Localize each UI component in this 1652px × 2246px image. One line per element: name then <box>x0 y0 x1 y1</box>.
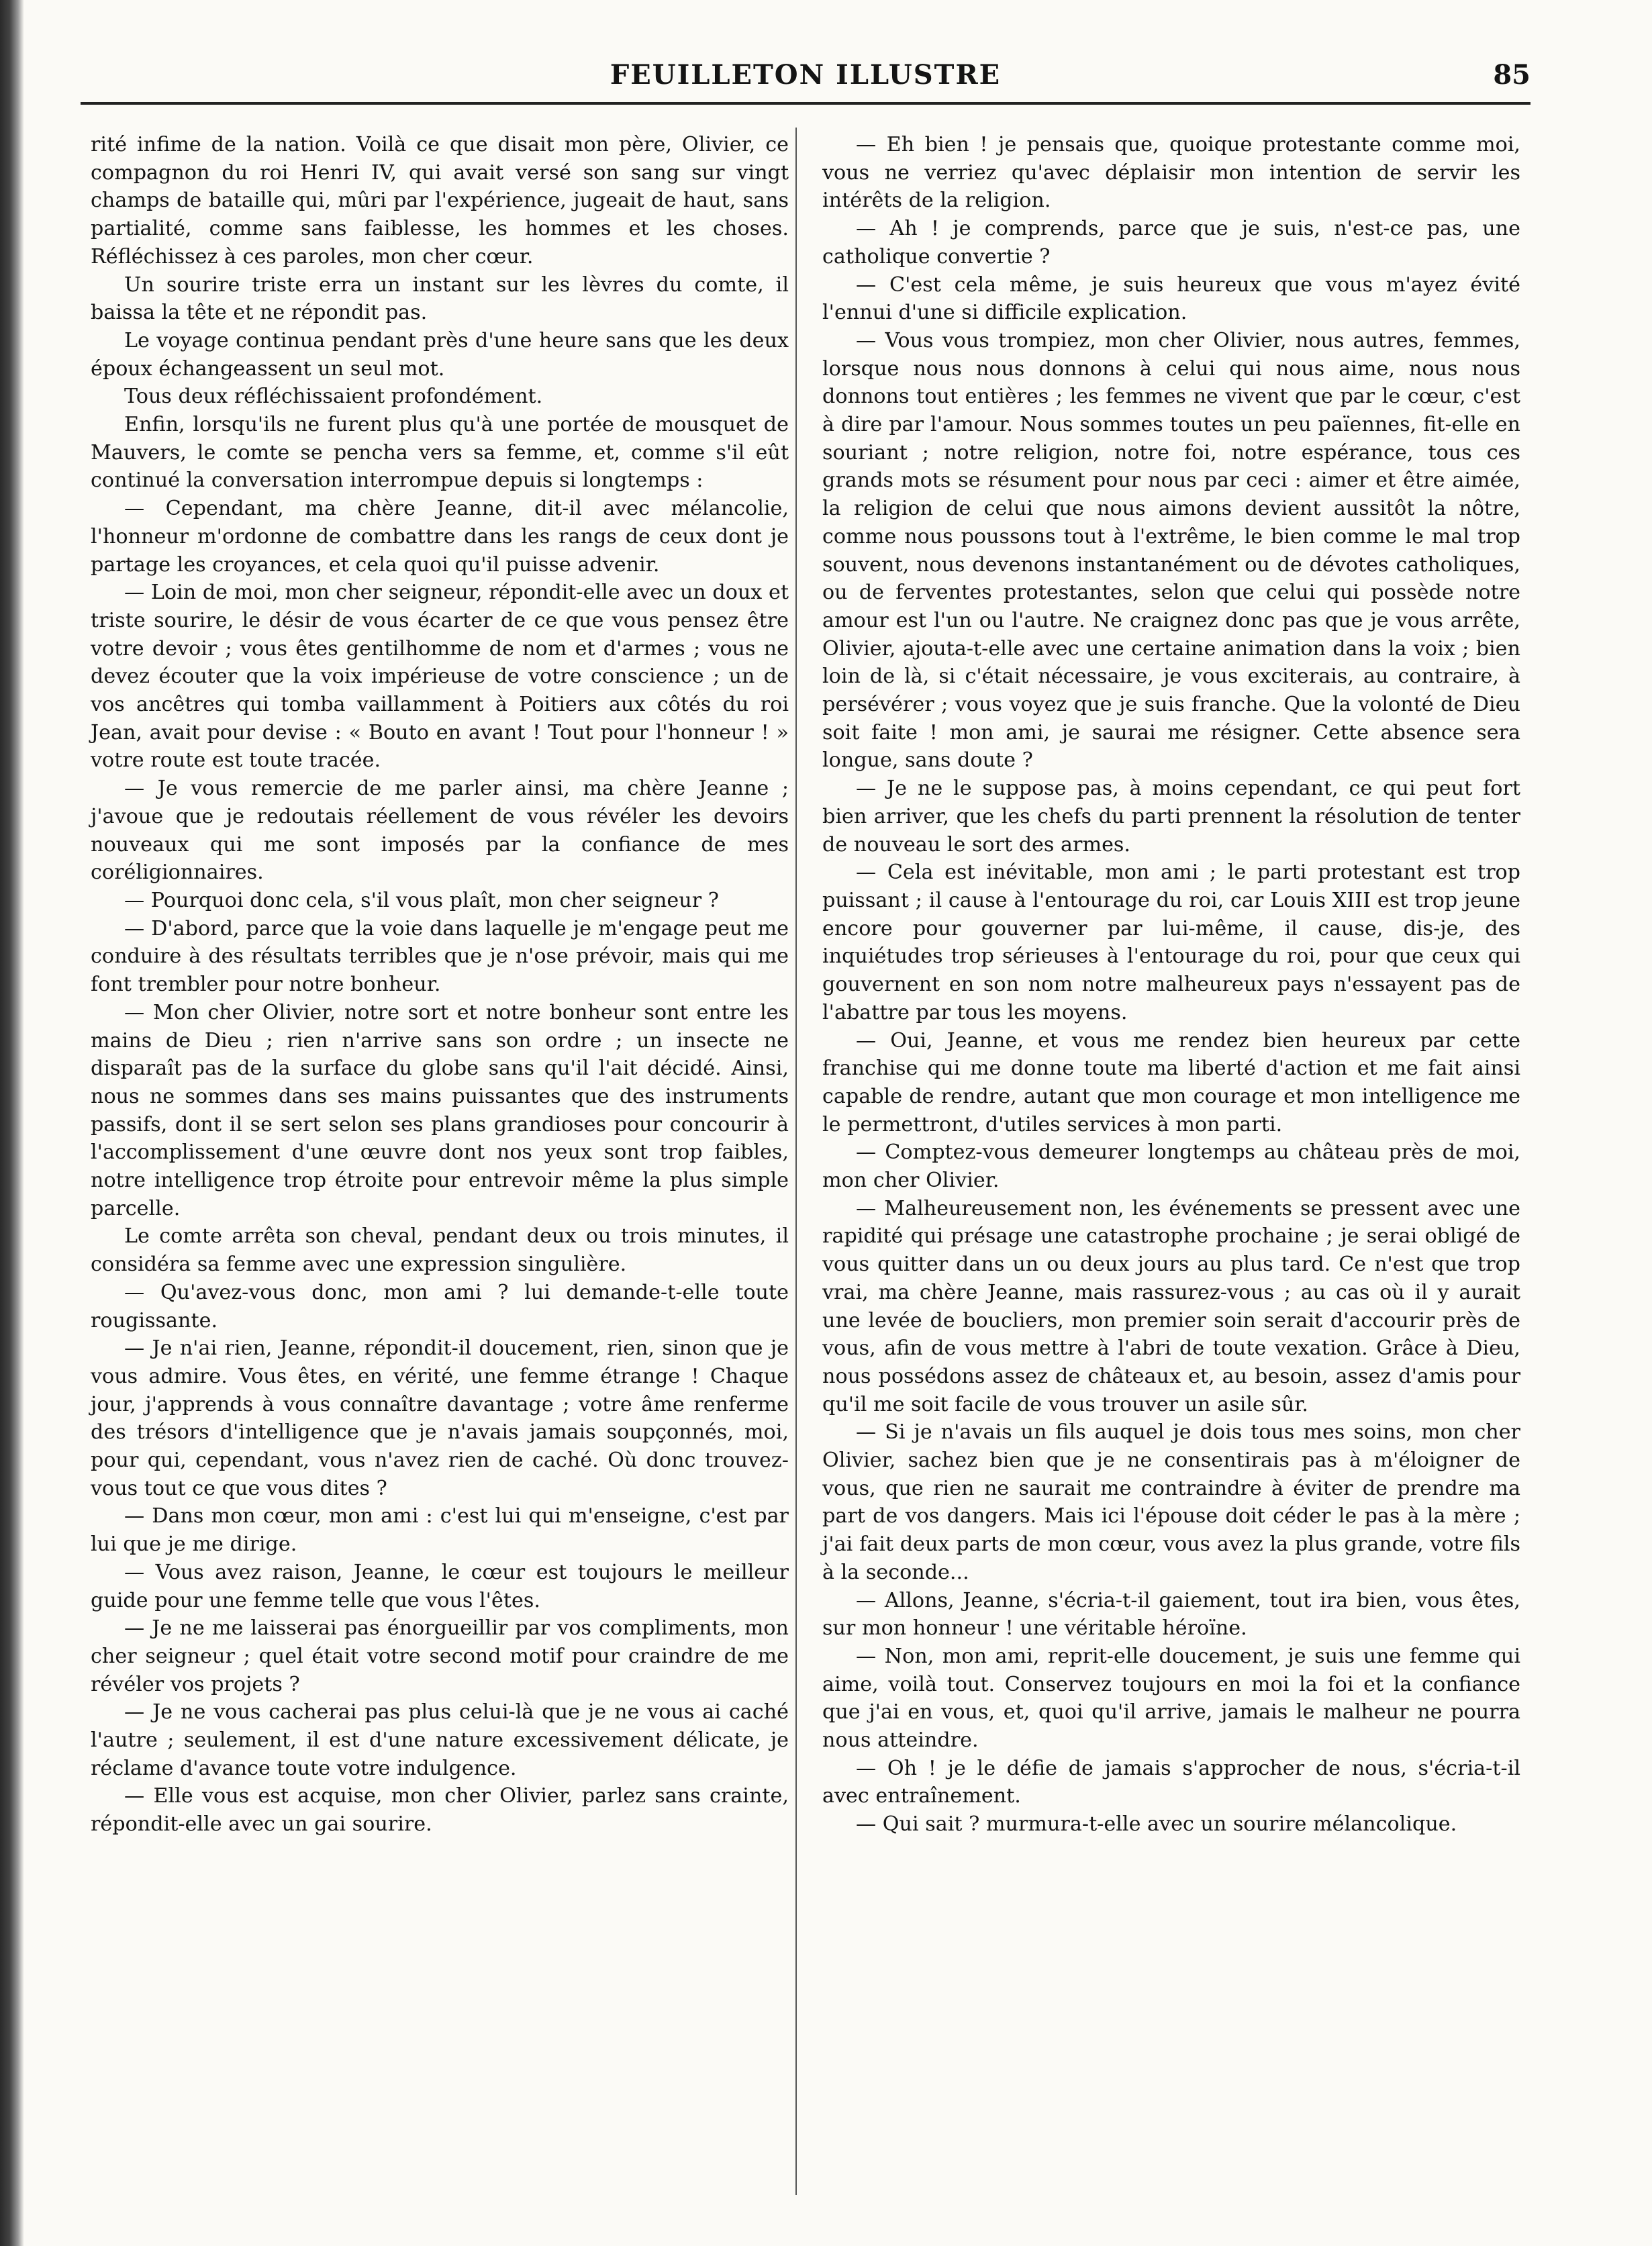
paragraph: — Comptez-vous demeurer longtemps au château près de moi, mon cher Olivier. <box>822 1140 1520 1193</box>
paragraph: Tous deux réfléchissaient profondément. <box>124 385 543 409</box>
paragraph: — Cependant, ma chère Jeanne, dit-il avec mélancolie, l'honneur m'ordonne de combattre dans les rangs de ceux dont je partage les croyances, et cela quoi qu'il puisse advenir. <box>91 497 789 577</box>
paragraph: — Allons, Jeanne, s'écria-t-il gaiement, tout ira bien, vous êtes, sur mon honneur ! une véritable héroïne. <box>822 1588 1520 1641</box>
paragraph: — Non, mon ami, reprit-elle doucement, je suis une femme qui aime, voilà tout. Conservez toujours en moi la foi et la confiance que j'ai en vous, et, quoi qu'il arrive, jamais le malheur ne pourra nous atteindre. <box>822 1644 1520 1753</box>
page-header <box>81 59 1530 105</box>
paragraph: — Oh ! je le défie de jamais s'approcher de nous, s'écria-t-il avec entraînement. <box>822 1756 1520 1808</box>
paragraph: — Loin de moi, mon cher seigneur, répondit-elle avec un doux et triste sourire, le désir de vous écarter de ce que vous pensez être votre devoir ; vous êtes gentilhomme de nom et d'armes ; vous ne devez écouter que la voix impérieuse de votre conscience ; un de vos ancêtres qui tomba vaillamment à Poitiers aux côtés du roi Jean, avait pour devise : « Bouto en avant ! Tout pour l'honneur ! » votre route est toute tracée. <box>91 581 789 773</box>
paragraph: — Qu'avez-vous donc, mon ami ? lui demande-t-elle toute rougissante. <box>91 1280 789 1332</box>
paragraph: — Ah ! je comprends, parce que je suis, n'est-ce pas, une catholique convertie ? <box>822 217 1520 268</box>
page-number: 85 <box>1493 59 1530 91</box>
paragraph: — Eh bien ! je pensais que, quoique protestante comme moi, vous ne verriez qu'avec déplaisir mon intention de servir les intérêts de la religion. <box>822 133 1520 213</box>
paragraph: — Pourquoi donc cela, s'il vous plaît, mon cher seigneur ? <box>124 888 719 912</box>
column-divider <box>795 128 797 2195</box>
paragraph: — Oui, Jeanne, et vous me rendez bien heureux par cette franchise qui me donne toute ma liberté d'action et me fait ainsi capable de rendre, autant que mon courage et mon intelligence me le permettront, d'utiles services à mon parti. <box>822 1028 1520 1136</box>
paragraph: — Je ne vous cacherai pas plus celui-là que je ne vous ai caché l'autre ; seulement, il est d'une nature excessivement délicate, je réclame d'avance toute votre indulgence. <box>91 1700 789 1780</box>
left-column <box>91 131 789 1839</box>
paragraph: — Cela est inévitable, mon ami ; le parti protestant est trop puissant ; il cause à l'entourage du roi, car Louis XIII est trop jeune encore pour gouverner par lui-même, il cause, dis-je, des inquiétudes trop sérieuses à l'entourage du roi, pour que ceux qui gouvernent en son nom notre malheureux pays n'essayent pas de l'abattre par tous les moyens. <box>822 861 1520 1024</box>
scan-binding-edge <box>0 0 24 2246</box>
paragraph: — Malheureusement non, les événements se pressent avec une rapidité qui présage une catastrophe prochaine ; je serai obligé de vous quitter dans un ou deux jours au plus tard. Ce n'est que trop vrai, ma chère Jeanne, mais rassurez-vous ; au cas où il y aurait une levée de boucliers, mon premier soin serait d'accourir près de vous, afin de vous mettre à l'abri de toute vexation. Grâce à Dieu, nous possédons assez de châteaux et, au besoin, assez d'amis pour qu'il me soit facile de vous trouver un asile sûr. <box>822 1196 1520 1416</box>
paragraph: — Vous avez raison, Jeanne, le cœur est toujours le meilleur guide pour une femme telle que vous l'êtes. <box>91 1560 789 1612</box>
paragraph: — Je ne le suppose pas, à moins cependant, ce qui peut fort bien arriver, que les chefs du parti prennent la résolution de tenter de nouveau le sort des armes. <box>822 777 1520 857</box>
paragraph: — D'abord, parce que la voie dans laquelle je m'engage peut me conduire à des résultats terribles que je n'ose prévoir, mais qui me font trembler pour notre bonheur. <box>91 916 789 997</box>
paragraph: — Elle vous est acquise, mon cher Olivier, parlez sans crainte, répondit-elle avec un gai sourire. <box>91 1784 789 1837</box>
paragraph: — C'est cela même, je suis heureux que vous m'ayez évité l'ennui d'une si difficile explication. <box>822 273 1520 325</box>
paragraph: — Dans mon cœur, mon ami : c'est lui qui m'enseigne, c'est par lui que je me dirige. <box>91 1504 789 1557</box>
paragraph: — Je n'ai rien, Jeanne, répondit-il doucement, rien, sinon que je vous admire. Vous êtes, en vérité, une femme étrange ! Chaque jour, j'apprends à vous connaître davantage ; votre âme renferme des trésors d'intelligence que je n'avais jamais soupçonnés, moi, pour qui, cependant, vous n'avez rien de caché. Où donc trouvez-vous tout ce que vous dites ? <box>91 1336 789 1500</box>
paragraph: — Vous vous trompiez, mon cher Olivier, nous autres, femmes, lorsque nous nous donnons à celui qui nous aime, nous nous donnons tout entières ; les femmes ne vivent que par le cœur, c'est à dire par l'amour. Nous sommes toutes un peu païennes, fit-elle en souriant ; notre religion, notre foi, notre espérance, tous ces grands mots se résument pour nous par ceci : aimer et être aimée, la religion de celui que nous aimons devient aussitôt la nôtre, comme nous poussons tout à l'extrême, le bien comme le mal trop souvent, nous devenons instantanément ou de dévotes catholiques, ou de ferventes protestantes, selon que celui qui possède notre amour est l'un ou l'autre. Ne craignez donc pas que je vous arrête, Olivier, ajouta-t-elle avec une certaine animation dans la voix ; bien loin de là, si c'était nécessaire, je vous exciterais, au contraire, à persévérer ; vous voyez que je suis franche. Que la volonté de Dieu soit faite ! mon ami, je saurai me résigner. Cette absence sera longue, sans doute ? <box>822 328 1520 773</box>
paragraph: — Je ne me laisserai pas énorgueillir par vos compliments, mon cher seigneur ; quel était votre second motif pour craindre de me révéler vos projets ? <box>91 1616 789 1696</box>
paragraph: — Je vous remercie de me parler ainsi, ma chère Jeanne ; j'avoue que je redoutais réellement de vous révéler les devoirs nouveaux qui me sont imposés par la confiance de mes coréligionnaires. <box>91 777 789 885</box>
paragraph: rité infime de la nation. Voilà ce que disait mon père, Olivier, ce compagnon du roi Henri IV, qui avait versé son sang sur vingt champs de bataille qui, mûri par l'expérience, jugeait de haut, sans partialité, comme sans faiblesse, les hommes et les choses. Réfléchissez à ces paroles, mon cher cœur. <box>91 133 789 268</box>
running-title: FEUILLETON ILLUSTRE <box>610 59 1002 91</box>
paragraph: — Mon cher Olivier, notre sort et notre bonheur sont entre les mains de Dieu ; rien n'arrive sans son ordre ; un insecte ne disparaît pas de la surface du globe sans qu'il l'ait décidé. Ainsi, nous ne sommes dans ses mains puissantes que des instruments passifs, dont il se sert selon ses plans grandioses pour concourir à l'accomplissement d'une œuvre dont nos yeux sont trop faibles, notre intelligence trop étroite pour entrevoir même la plus simple parcelle. <box>91 1000 789 1220</box>
paragraph: — Si je n'avais un fils auquel je dois tous mes soins, mon cher Olivier, sachez bien que je ne consentirais pas à m'éloigner de vous, que rien ne saurait me contraindre à éviter de prendre ma part de vos dangers. Mais ici l'épouse doit céder le pas à la mère ; j'ai fait deux parts de mon cœur, vous avez la plus grande, votre fils à la seconde... <box>822 1420 1520 1584</box>
paragraph: Le comte arrêta son cheval, pendant deux ou trois minutes, il considéra sa femme avec une expression singulière. <box>91 1224 789 1277</box>
paragraph: Un sourire triste erra un instant sur les lèvres du comte, il baissa la tête et ne répondit pas. <box>91 273 789 325</box>
paragraph: Le voyage continua pendant près d'une heure sans que les deux époux échangeassent un seul mot. <box>91 328 789 381</box>
paragraph: — Qui sait ? murmura-t-elle avec un sourire mélancolique. <box>856 1812 1457 1837</box>
right-column <box>822 131 1520 1839</box>
paragraph: Enfin, lorsqu'ils ne furent plus qu'à une portée de mousquet de Mauvers, le comte se pencha vers sa femme, et, comme s'il eût continué la conversation interrompue depuis si longtemps : <box>91 413 789 493</box>
